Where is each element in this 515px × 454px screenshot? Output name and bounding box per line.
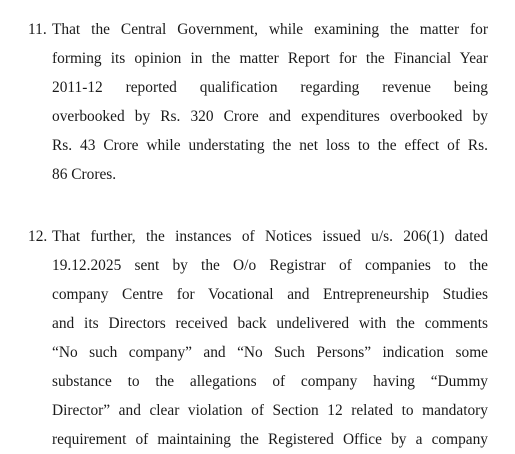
paragraph-line: That the Central Government, while examining the matter for <box>52 21 488 38</box>
paragraph-line: Director” and clear violation of Section 12 related to mandatory <box>52 402 488 419</box>
paragraph-number: 11. <box>28 21 47 38</box>
paragraph-line: company Centre for Vocational and Entrepreneurship Studies <box>52 286 488 303</box>
paragraph-line: and its Directors received back undelivered with the comments <box>52 315 488 332</box>
paragraph-line: substance to the allegations of company having “Dummy <box>52 373 488 390</box>
paragraph-line: requirement of maintaining the Registered Office by a company <box>52 431 488 448</box>
paragraph-line: 19.12.2025 sent by the O/o Registrar of companies to the <box>52 257 488 274</box>
paragraph-line: 86 Crores. <box>52 166 117 183</box>
paragraph-number: 12. <box>28 228 48 245</box>
paragraph-line: forming its opinion in the matter Report for the Financial Year <box>52 50 488 67</box>
paragraph-line: “No such company” and “No Such Persons” indication some <box>52 344 488 361</box>
paragraph-line: 2011-12 reported qualification regarding revenue being <box>52 79 488 96</box>
paragraph-line: overbooked by Rs. 320 Crore and expenditures overbooked by <box>52 108 488 125</box>
paragraph-line: Rs. 43 Crore while understating the net loss to the effect of Rs. <box>52 137 488 154</box>
paragraph-line: That further, the instances of Notices issued u/s. 206(1) dated <box>52 228 488 245</box>
